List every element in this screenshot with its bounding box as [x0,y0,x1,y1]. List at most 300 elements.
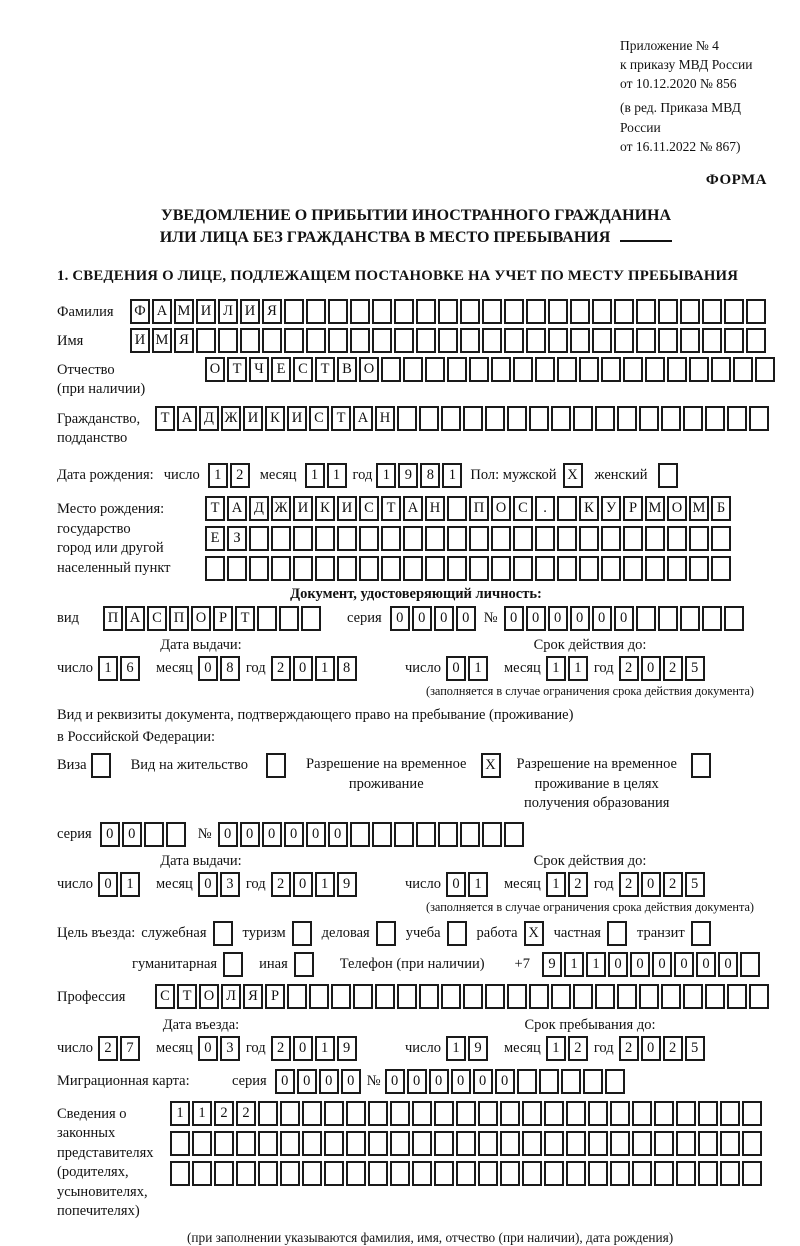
char-cell[interactable]: 8 [337,656,357,681]
char-cell[interactable]: 0 [718,952,738,977]
char-cell[interactable]: 0 [434,606,454,631]
char-cell[interactable] [557,556,577,581]
char-cell[interactable] [592,299,612,324]
char-cell[interactable] [573,406,593,431]
char-cell[interactable] [309,984,329,1009]
char-cell[interactable] [447,496,467,521]
char-cell[interactable]: М [645,496,665,521]
char-cell[interactable] [513,357,533,382]
char-cell[interactable] [460,299,480,324]
char-cell[interactable] [557,496,577,521]
char-cell[interactable] [529,406,549,431]
char-cell[interactable] [636,606,656,631]
char-cell[interactable] [381,556,401,581]
char-cell[interactable] [588,1161,608,1186]
char-cell[interactable]: 2 [236,1101,256,1126]
char-cell[interactable] [214,1131,234,1156]
char-cell[interactable]: 0 [390,606,410,631]
char-cell[interactable] [544,1101,564,1126]
char-cell[interactable]: П [169,606,189,631]
char-cell[interactable]: 2 [568,1036,588,1061]
char-cell[interactable] [551,406,571,431]
char-cell[interactable]: 0 [218,822,238,847]
char-cell[interactable]: 1 [564,952,584,977]
char-cell[interactable]: 2 [663,1036,683,1061]
char-cell[interactable]: 0 [526,606,546,631]
char-cell[interactable] [271,556,291,581]
char-cell[interactable] [667,526,687,551]
char-cell[interactable] [372,822,392,847]
char-cell[interactable] [698,1131,718,1156]
char-cell[interactable]: 0 [641,656,661,681]
char-cell[interactable] [214,1161,234,1186]
char-cell[interactable] [485,406,505,431]
char-cell[interactable] [680,299,700,324]
char-cell[interactable] [733,357,753,382]
char-cell[interactable]: 0 [297,1069,317,1094]
char-cell[interactable] [614,328,634,353]
char-cell[interactable] [397,984,417,1009]
char-cell[interactable] [557,357,577,382]
char-cell[interactable] [346,1101,366,1126]
char-cell[interactable] [292,921,312,946]
char-cell[interactable] [513,556,533,581]
char-cell[interactable] [438,822,458,847]
char-cell[interactable] [601,526,621,551]
char-cell[interactable] [328,328,348,353]
char-cell[interactable]: Л [218,299,238,324]
char-cell[interactable] [381,357,401,382]
char-cell[interactable] [617,984,637,1009]
char-cell[interactable] [661,984,681,1009]
char-cell[interactable]: . [535,496,555,521]
char-cell[interactable] [337,526,357,551]
char-cell[interactable] [279,606,299,631]
char-cell[interactable] [353,984,373,1009]
char-cell[interactable] [249,556,269,581]
char-cell[interactable]: 0 [592,606,612,631]
char-cell[interactable] [746,299,766,324]
char-cell[interactable] [394,822,414,847]
char-cell[interactable] [434,1161,454,1186]
char-cell[interactable] [324,1131,344,1156]
char-cell[interactable]: К [315,496,335,521]
char-cell[interactable] [227,556,247,581]
char-cell[interactable] [676,1161,696,1186]
char-cell[interactable] [610,1161,630,1186]
char-cell[interactable] [478,1131,498,1156]
char-cell[interactable] [294,952,314,977]
char-cell[interactable]: X [481,753,501,778]
char-cell[interactable] [720,1131,740,1156]
char-cell[interactable]: 0 [412,606,432,631]
char-cell[interactable] [522,1161,542,1186]
char-cell[interactable]: А [353,406,373,431]
char-cell[interactable] [324,1161,344,1186]
char-cell[interactable]: Т [177,984,197,1009]
char-cell[interactable] [425,556,445,581]
char-cell[interactable] [438,299,458,324]
char-cell[interactable] [504,328,524,353]
char-cell[interactable] [579,357,599,382]
char-cell[interactable] [617,406,637,431]
char-cell[interactable] [595,984,615,1009]
char-cell[interactable]: С [513,496,533,521]
char-cell[interactable] [654,1101,674,1126]
char-cell[interactable] [724,606,744,631]
char-cell[interactable]: 1 [192,1101,212,1126]
char-cell[interactable] [623,556,643,581]
char-cell[interactable]: 1 [170,1101,190,1126]
char-cell[interactable] [170,1161,190,1186]
char-cell[interactable]: С [293,357,313,382]
char-cell[interactable]: 2 [568,872,588,897]
char-cell[interactable]: 2 [271,1036,291,1061]
char-cell[interactable] [566,1161,586,1186]
char-cell[interactable]: И [196,299,216,324]
char-cell[interactable] [376,921,396,946]
char-cell[interactable]: Т [235,606,255,631]
char-cell[interactable] [419,984,439,1009]
char-cell[interactable] [257,606,277,631]
char-cell[interactable] [535,357,555,382]
char-cell[interactable] [749,406,769,431]
char-cell[interactable]: 0 [608,952,628,977]
char-cell[interactable] [236,1131,256,1156]
char-cell[interactable]: М [689,496,709,521]
char-cell[interactable]: 0 [198,872,218,897]
char-cell[interactable] [705,984,725,1009]
char-cell[interactable]: О [359,357,379,382]
char-cell[interactable] [337,556,357,581]
char-cell[interactable] [654,1161,674,1186]
char-cell[interactable] [698,1101,718,1126]
char-cell[interactable] [463,984,483,1009]
char-cell[interactable] [482,822,502,847]
char-cell[interactable] [610,1131,630,1156]
char-cell[interactable] [287,984,307,1009]
char-cell[interactable] [623,526,643,551]
char-cell[interactable]: 2 [619,656,639,681]
char-cell[interactable] [607,921,627,946]
char-cell[interactable] [645,357,665,382]
char-cell[interactable] [425,526,445,551]
char-cell[interactable] [517,1069,537,1094]
char-cell[interactable]: 9 [398,463,418,488]
char-cell[interactable] [434,1131,454,1156]
char-cell[interactable] [280,1101,300,1126]
char-cell[interactable]: 9 [468,1036,488,1061]
char-cell[interactable] [570,299,590,324]
char-cell[interactable] [691,921,711,946]
char-cell[interactable] [557,526,577,551]
char-cell[interactable]: И [287,406,307,431]
char-cell[interactable]: И [337,496,357,521]
char-cell[interactable] [614,299,634,324]
char-cell[interactable]: 6 [120,656,140,681]
char-cell[interactable] [302,1161,322,1186]
char-cell[interactable]: 2 [271,872,291,897]
char-cell[interactable]: 0 [548,606,568,631]
char-cell[interactable]: Б [711,496,731,521]
char-cell[interactable]: К [265,406,285,431]
char-cell[interactable] [266,753,286,778]
char-cell[interactable]: 0 [100,822,120,847]
char-cell[interactable] [526,328,546,353]
char-cell[interactable] [702,606,722,631]
char-cell[interactable]: Н [375,406,395,431]
char-cell[interactable] [456,1161,476,1186]
char-cell[interactable]: 1 [98,656,118,681]
char-cell[interactable] [346,1161,366,1186]
char-cell[interactable] [441,406,461,431]
char-cell[interactable]: 0 [473,1069,493,1094]
char-cell[interactable]: Р [623,496,643,521]
char-cell[interactable] [403,556,423,581]
char-cell[interactable] [720,1161,740,1186]
char-cell[interactable]: К [579,496,599,521]
char-cell[interactable]: 0 [456,606,476,631]
char-cell[interactable] [412,1101,432,1126]
char-cell[interactable] [262,328,282,353]
char-cell[interactable]: 0 [446,872,466,897]
char-cell[interactable] [491,526,511,551]
char-cell[interactable]: З [227,526,247,551]
char-cell[interactable] [403,526,423,551]
char-cell[interactable] [350,822,370,847]
char-cell[interactable]: Р [213,606,233,631]
char-cell[interactable] [350,299,370,324]
char-cell[interactable] [689,357,709,382]
char-cell[interactable] [636,299,656,324]
char-cell[interactable] [544,1161,564,1186]
char-cell[interactable] [705,406,725,431]
char-cell[interactable] [394,299,414,324]
char-cell[interactable] [205,556,225,581]
char-cell[interactable] [535,556,555,581]
char-cell[interactable] [711,357,731,382]
char-cell[interactable]: С [359,496,379,521]
char-cell[interactable] [500,1101,520,1126]
char-cell[interactable]: Д [199,406,219,431]
char-cell[interactable]: 0 [570,606,590,631]
char-cell[interactable] [654,1131,674,1156]
char-cell[interactable]: Я [174,328,194,353]
char-cell[interactable] [412,1161,432,1186]
char-cell[interactable]: 1 [305,463,325,488]
char-cell[interactable]: 1 [446,1036,466,1061]
char-cell[interactable]: 0 [652,952,672,977]
char-cell[interactable]: Ж [271,496,291,521]
char-cell[interactable]: 1 [376,463,396,488]
char-cell[interactable] [507,984,527,1009]
char-cell[interactable] [680,606,700,631]
char-cell[interactable] [566,1101,586,1126]
char-cell[interactable]: Е [271,357,291,382]
char-cell[interactable]: 9 [542,952,562,977]
char-cell[interactable]: Ж [221,406,241,431]
char-cell[interactable]: Е [205,526,225,551]
char-cell[interactable] [500,1131,520,1156]
char-cell[interactable] [548,328,568,353]
char-cell[interactable] [566,1131,586,1156]
char-cell[interactable] [676,1101,696,1126]
char-cell[interactable] [583,1069,603,1094]
char-cell[interactable]: Т [155,406,175,431]
char-cell[interactable]: 1 [468,656,488,681]
char-cell[interactable] [412,1131,432,1156]
char-cell[interactable] [284,328,304,353]
char-cell[interactable]: 0 [641,1036,661,1061]
char-cell[interactable] [482,299,502,324]
char-cell[interactable] [601,556,621,581]
char-cell[interactable] [658,328,678,353]
char-cell[interactable]: А [177,406,197,431]
char-cell[interactable]: Т [381,496,401,521]
char-cell[interactable]: 2 [98,1036,118,1061]
char-cell[interactable] [658,606,678,631]
char-cell[interactable] [592,328,612,353]
char-cell[interactable]: А [403,496,423,521]
char-cell[interactable] [720,1101,740,1126]
char-cell[interactable] [192,1131,212,1156]
char-cell[interactable]: 0 [674,952,694,977]
char-cell[interactable] [636,328,656,353]
char-cell[interactable] [522,1101,542,1126]
char-cell[interactable]: 0 [198,656,218,681]
char-cell[interactable] [416,299,436,324]
char-cell[interactable] [419,406,439,431]
char-cell[interactable] [740,952,760,977]
char-cell[interactable] [223,952,243,977]
char-cell[interactable] [456,1131,476,1156]
char-cell[interactable] [218,328,238,353]
char-cell[interactable] [529,984,549,1009]
char-cell[interactable] [746,328,766,353]
char-cell[interactable] [447,921,467,946]
char-cell[interactable] [390,1131,410,1156]
char-cell[interactable] [526,299,546,324]
char-cell[interactable]: С [309,406,329,431]
char-cell[interactable] [702,328,722,353]
char-cell[interactable]: 7 [120,1036,140,1061]
char-cell[interactable] [632,1101,652,1126]
char-cell[interactable] [504,822,524,847]
char-cell[interactable]: Я [243,984,263,1009]
char-cell[interactable] [394,328,414,353]
char-cell[interactable] [645,526,665,551]
char-cell[interactable] [359,556,379,581]
char-cell[interactable] [544,1131,564,1156]
char-cell[interactable]: 8 [220,656,240,681]
char-cell[interactable] [676,1131,696,1156]
char-cell[interactable]: 0 [429,1069,449,1094]
char-cell[interactable]: 1 [546,872,566,897]
char-cell[interactable]: О [205,357,225,382]
char-cell[interactable] [372,328,392,353]
char-cell[interactable]: 0 [262,822,282,847]
char-cell[interactable] [573,984,593,1009]
char-cell[interactable]: О [491,496,511,521]
char-cell[interactable] [213,921,233,946]
char-cell[interactable]: 0 [696,952,716,977]
char-cell[interactable] [588,1131,608,1156]
char-cell[interactable]: И [240,299,260,324]
char-cell[interactable]: 9 [337,1036,357,1061]
char-cell[interactable] [605,1069,625,1094]
char-cell[interactable] [667,556,687,581]
char-cell[interactable] [680,328,700,353]
char-cell[interactable]: П [469,496,489,521]
char-cell[interactable] [469,526,489,551]
char-cell[interactable]: 1 [327,463,347,488]
char-cell[interactable]: О [191,606,211,631]
char-cell[interactable] [485,984,505,1009]
char-cell[interactable] [368,1131,388,1156]
char-cell[interactable] [632,1131,652,1156]
char-cell[interactable] [658,299,678,324]
char-cell[interactable] [368,1161,388,1186]
char-cell[interactable] [368,1101,388,1126]
char-cell[interactable] [301,606,321,631]
char-cell[interactable] [416,822,436,847]
char-cell[interactable] [478,1161,498,1186]
char-cell[interactable] [447,556,467,581]
char-cell[interactable] [742,1131,762,1156]
char-cell[interactable]: 1 [568,656,588,681]
char-cell[interactable] [491,357,511,382]
char-cell[interactable]: И [293,496,313,521]
char-cell[interactable]: 1 [315,656,335,681]
char-cell[interactable] [434,1101,454,1126]
char-cell[interactable]: 0 [341,1069,361,1094]
char-cell[interactable] [478,1101,498,1126]
char-cell[interactable]: 0 [240,822,260,847]
char-cell[interactable]: П [103,606,123,631]
char-cell[interactable] [372,299,392,324]
char-cell[interactable] [658,463,678,488]
char-cell[interactable] [236,1161,256,1186]
char-cell[interactable] [639,984,659,1009]
char-cell[interactable]: У [601,496,621,521]
char-cell[interactable] [144,822,164,847]
char-cell[interactable] [196,328,216,353]
char-cell[interactable]: В [337,357,357,382]
char-cell[interactable] [416,328,436,353]
char-cell[interactable]: 3 [220,872,240,897]
char-cell[interactable]: 8 [420,463,440,488]
char-cell[interactable] [166,822,186,847]
char-cell[interactable]: 0 [614,606,634,631]
char-cell[interactable] [397,406,417,431]
char-cell[interactable] [258,1101,278,1126]
char-cell[interactable]: 1 [315,872,335,897]
char-cell[interactable] [390,1101,410,1126]
char-cell[interactable]: С [155,984,175,1009]
char-cell[interactable] [742,1161,762,1186]
char-cell[interactable]: 0 [451,1069,471,1094]
char-cell[interactable] [551,984,571,1009]
char-cell[interactable] [632,1161,652,1186]
char-cell[interactable]: 0 [293,1036,313,1061]
char-cell[interactable] [170,1131,190,1156]
char-cell[interactable]: 5 [685,656,705,681]
char-cell[interactable] [324,1101,344,1126]
char-cell[interactable] [425,357,445,382]
char-cell[interactable]: О [199,984,219,1009]
char-cell[interactable] [280,1161,300,1186]
char-cell[interactable] [447,526,467,551]
